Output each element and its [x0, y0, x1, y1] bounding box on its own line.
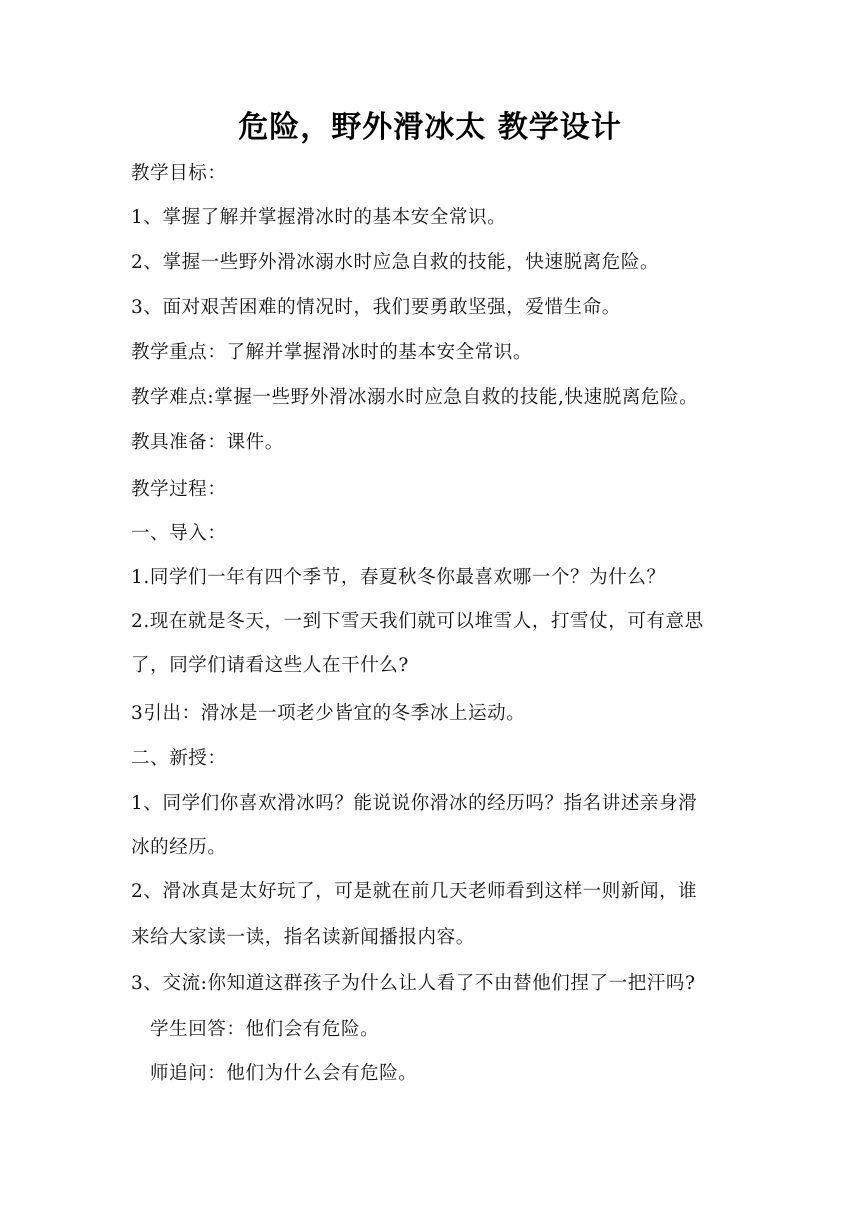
text-line: 2.现在就是冬天，一到下雪天我们就可以堆雪人，打雪仗，可有意思: [131, 611, 704, 632]
text-line: 3、交流:你知道这群孩子为什么让人看了不由替他们捏了一把汗吗?: [131, 973, 696, 994]
text-line: 1、同学们你喜欢滑冰吗？能说说你滑冰的经历吗？指名讲述亲身滑: [131, 793, 698, 814]
text-line: 1.同学们一年有四个季节，春夏秋冬你最喜欢哪一个？为什么？: [131, 567, 666, 588]
document-title: 危险，野外滑冰太 教学设计: [238, 110, 622, 145]
text-line: 3、面对艰苦困难的情况时，我们要勇敢坚强，爱惜生命。: [131, 297, 621, 318]
text-line: 一、导入：: [131, 523, 227, 544]
text-line: 师追问：他们为什么会有危险。: [150, 1063, 418, 1084]
text-line: 3引出：滑冰是一项老少皆宜的冬季冰上运动。: [131, 703, 526, 724]
text-line: 二、新授：: [131, 748, 227, 769]
text-line: 2、掌握一些野外滑冰溺水时应急自救的技能，快速脱离危险。: [131, 252, 660, 273]
text-line: 1、掌握了解并掌握滑冰时的基本安全常识。: [131, 207, 507, 228]
text-line: 教学重点：了解并掌握滑冰时的基本安全常识。: [131, 342, 533, 363]
text-line: 来给大家读一读，指名读新闻播报内容。: [131, 927, 475, 948]
text-line: 2、滑冰真是太好玩了，可是就在前几天老师看到这样一则新闻，谁: [131, 881, 698, 902]
text-line: 教具准备：课件。: [131, 432, 284, 453]
text-line: 了，同学们请看这些人在干什么?: [131, 655, 409, 676]
text-line: 教学过程：: [131, 479, 227, 500]
text-line: 冰的经历。: [131, 837, 227, 858]
text-line: 教学目标：: [131, 163, 227, 184]
text-line: 教学难点:掌握一些野外滑冰溺水时应急自救的技能,快速脱离危险。: [131, 387, 699, 408]
text-line: 学生回答：他们会有危险。: [150, 1019, 380, 1040]
